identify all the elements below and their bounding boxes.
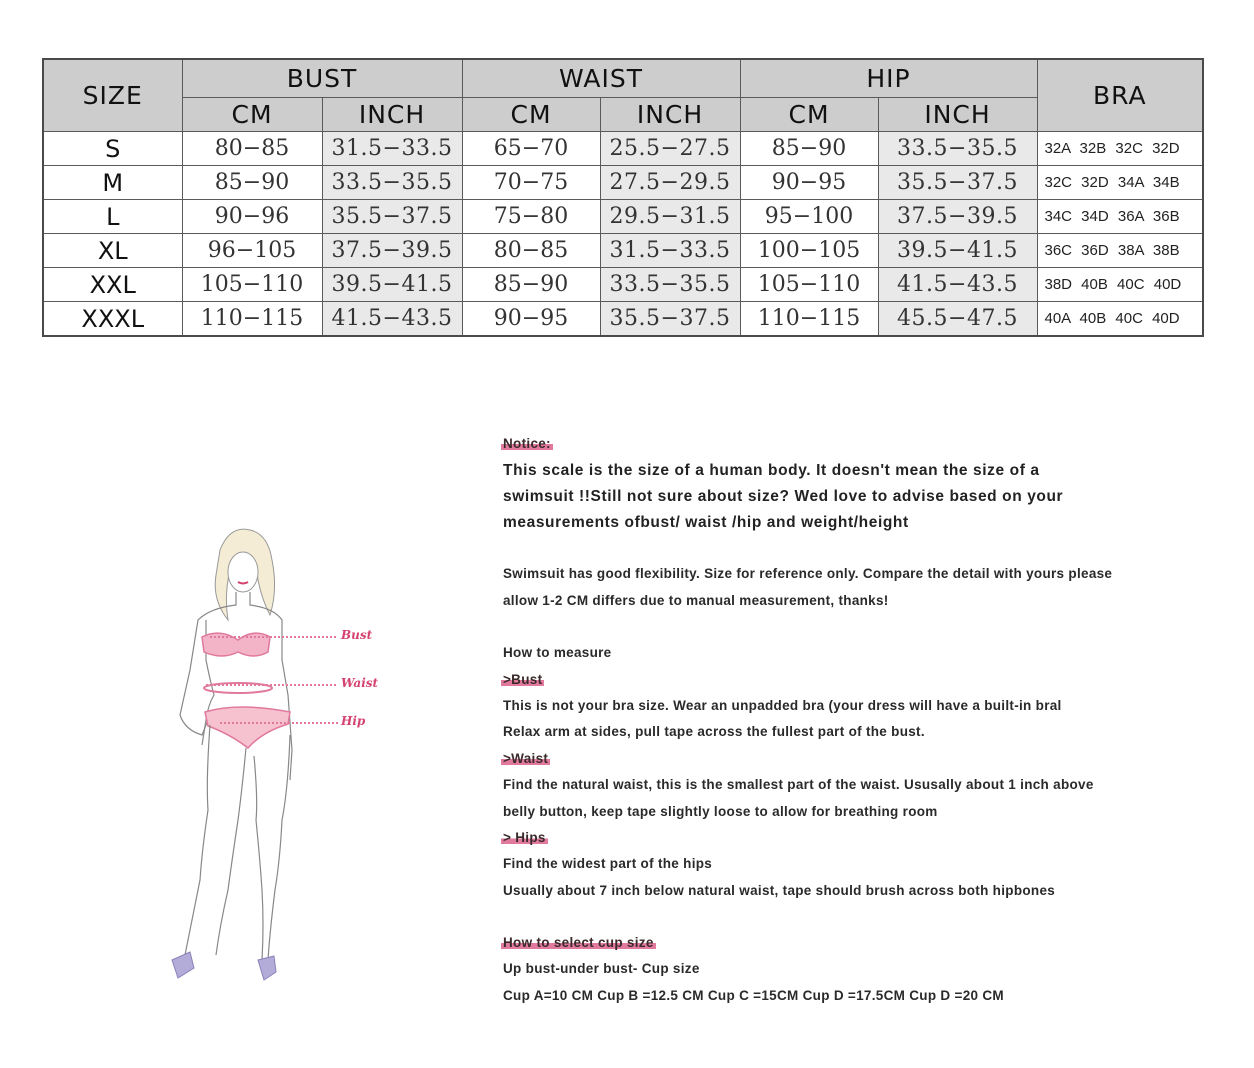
cell-size: XL: [43, 234, 182, 268]
cell-hip-inch: 39.5−41.5: [878, 234, 1037, 268]
cell-bust-inch: 37.5−39.5: [322, 234, 462, 268]
cup-line: Cup A=10 CM Cup B =12.5 CM Cup C =15CM Cup D =17.5CM Cup D =20 CM: [503, 988, 1004, 1003]
waist-heading: >Waist: [503, 751, 549, 766]
hips-line: Find the widest part of the hips: [503, 856, 713, 871]
cell-hip-cm: 100−105: [740, 234, 878, 268]
cell-bust-cm: 90−96: [182, 200, 322, 234]
cell-hip-inch: 37.5−39.5: [878, 200, 1037, 234]
waist-label: Waist: [341, 676, 379, 690]
cell-bra: 36C 36D 38A 38B: [1037, 234, 1203, 268]
cell-bra: 32A 32B 32C 32D: [1037, 132, 1203, 166]
cell-bra: 38D 40B 40C 40D: [1037, 268, 1203, 302]
cell-hip-cm: 85−90: [740, 132, 878, 166]
cell-waist-inch: 25.5−27.5: [600, 132, 740, 166]
cell-waist-cm: 75−80: [462, 200, 600, 234]
cell-bra: 32C 32D 34A 34B: [1037, 166, 1203, 200]
cell-hip-inch: 35.5−37.5: [878, 166, 1037, 200]
cell-bra: 34C 34D 36A 36B: [1037, 200, 1203, 234]
size-chart-table: [42, 58, 1204, 337]
hip-label: Hip: [341, 714, 366, 728]
table-row: [43, 268, 1203, 302]
cell-hip-inch: 45.5−47.5: [878, 302, 1037, 337]
header-hip-inch: INCH: [878, 98, 1037, 132]
bust-heading: >Bust: [503, 672, 543, 687]
table-header: [43, 59, 1203, 132]
flex-line: allow 1-2 CM differs due to manual measurement, thanks!: [503, 593, 889, 608]
header-waist-cm: CM: [462, 98, 600, 132]
bust-label: Bust: [341, 628, 373, 642]
cell-size: XXXL: [43, 302, 182, 337]
cell-waist-cm: 85−90: [462, 268, 600, 302]
cell-size: L: [43, 200, 182, 234]
cup-line: Up bust-under bust- Cup size: [503, 961, 700, 976]
cell-waist-inch: 31.5−33.5: [600, 234, 740, 268]
header-bra: BRA: [1037, 59, 1203, 132]
header-bust-cm: CM: [182, 98, 322, 132]
notice-line: swimsuit !!Still not sure about size? Wed love to advise based on your: [503, 488, 1064, 505]
waist-line: belly button, keep tape slightly loose to allow for breathing room: [503, 804, 938, 819]
cell-hip-inch: 41.5−43.5: [878, 268, 1037, 302]
header-hip: HIP: [740, 59, 1037, 98]
bust-line: Relax arm at sides, pull tape across the fullest part of the bust.: [503, 724, 925, 739]
cell-waist-cm: 90−95: [462, 302, 600, 337]
header-size: SIZE: [43, 59, 182, 132]
cell-size: S: [43, 132, 182, 166]
header-bust: BUST: [182, 59, 462, 98]
cell-hip-cm: 95−100: [740, 200, 878, 234]
header-hip-cm: CM: [740, 98, 878, 132]
table-row: [43, 302, 1203, 337]
cell-hip-cm: 110−115: [740, 302, 878, 337]
cell-waist-cm: 65−70: [462, 132, 600, 166]
cell-bust-inch: 33.5−35.5: [322, 166, 462, 200]
cell-bust-cm: 85−90: [182, 166, 322, 200]
cell-hip-cm: 90−95: [740, 166, 878, 200]
how-to-measure-heading: How to measure: [503, 645, 612, 660]
cell-hip-inch: 33.5−35.5: [878, 132, 1037, 166]
hips-line: Usually about 7 inch below natural waist, tape should brush across both hipbones: [503, 883, 1056, 898]
waist-line: Find the natural waist, this is the smallest part of the waist. Ususally about 1 inch above: [503, 777, 1094, 792]
cell-waist-cm: 80−85: [462, 234, 600, 268]
table-body: [43, 132, 1203, 337]
cell-waist-cm: 70−75: [462, 166, 600, 200]
cell-bust-cm: 80−85: [182, 132, 322, 166]
cell-bust-cm: 96−105: [182, 234, 322, 268]
cell-bust-inch: 39.5−41.5: [322, 268, 462, 302]
woman-figure-icon: [150, 520, 410, 990]
cell-bra: 40A 40B 40C 40D: [1037, 302, 1203, 337]
table-row: [43, 132, 1203, 166]
table-row: [43, 166, 1203, 200]
cell-bust-cm: 105−110: [182, 268, 322, 302]
hips-heading: > Hips: [503, 830, 546, 845]
notice-line: measurements ofbust/ waist /hip and weight/height: [503, 514, 909, 531]
cell-bust-inch: 31.5−33.5: [322, 132, 462, 166]
notice-heading: Notice:: [503, 436, 551, 451]
cell-waist-inch: 33.5−35.5: [600, 268, 740, 302]
flex-line: Swimsuit has good flexibility. Size for reference only. Compare the detail with yours please: [503, 566, 1113, 581]
body-measurement-illustration: [150, 520, 410, 990]
header-bust-inch: INCH: [322, 98, 462, 132]
notice-line: This scale is the size of a human body. It doesn't mean the size of a: [503, 462, 1040, 479]
cell-bust-cm: 110−115: [182, 302, 322, 337]
cell-size: XXL: [43, 268, 182, 302]
cell-hip-cm: 105−110: [740, 268, 878, 302]
bust-line: This is not your bra size. Wear an unpadded bra (your dress will have a built-in bral: [503, 698, 1062, 713]
table-row: [43, 200, 1203, 234]
header-waist: WAIST: [462, 59, 740, 98]
cell-waist-inch: 35.5−37.5: [600, 302, 740, 337]
cell-waist-inch: 29.5−31.5: [600, 200, 740, 234]
cell-size: M: [43, 166, 182, 200]
table-row: [43, 234, 1203, 268]
cell-bust-inch: 41.5−43.5: [322, 302, 462, 337]
cup-size-heading: How to select cup size: [503, 935, 654, 950]
header-waist-inch: INCH: [600, 98, 740, 132]
cell-bust-inch: 35.5−37.5: [322, 200, 462, 234]
cell-waist-inch: 27.5−29.5: [600, 166, 740, 200]
